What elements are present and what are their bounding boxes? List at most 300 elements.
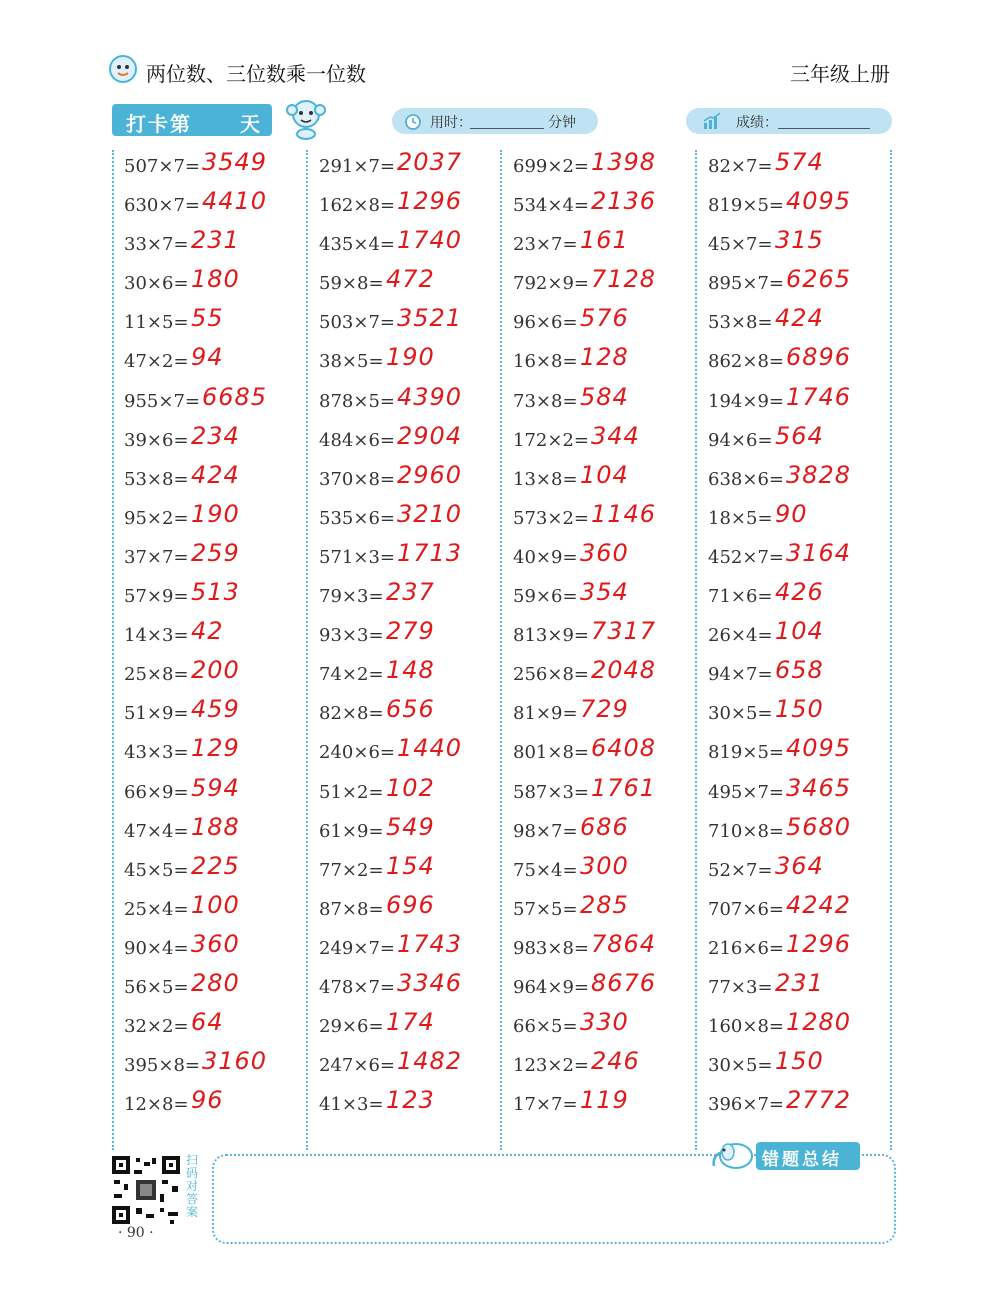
problem-row bbox=[307, 851, 492, 893]
problem-expression: 87×8= bbox=[319, 898, 384, 920]
problem-expression: 507×7= bbox=[124, 156, 200, 177]
problem-row bbox=[307, 1010, 492, 1049]
handwritten-answer[interactable]: 4095 bbox=[786, 187, 852, 216]
handwritten-answer[interactable]: 300 bbox=[580, 851, 629, 880]
handwritten-answer[interactable]: 231 bbox=[191, 226, 240, 255]
handwritten-answer[interactable]: 104 bbox=[775, 617, 824, 646]
problem-row bbox=[112, 382, 297, 424]
problem-expression: 813×9= bbox=[513, 625, 589, 647]
problem-row bbox=[112, 421, 297, 463]
problem-expression: 160×8= bbox=[708, 1016, 784, 1038]
problem-row bbox=[307, 538, 492, 580]
problem-row bbox=[307, 658, 492, 697]
handwritten-answer[interactable]: 7864 bbox=[591, 929, 657, 958]
handwritten-answer[interactable]: 3521 bbox=[397, 304, 463, 333]
column-divider bbox=[890, 150, 892, 1150]
problem-row bbox=[112, 929, 297, 971]
handwritten-answer[interactable]: 360 bbox=[580, 538, 629, 567]
problem-column-4 bbox=[696, 150, 881, 1127]
problem-row bbox=[696, 228, 881, 267]
problem-row bbox=[696, 658, 881, 697]
page-title: 两位数、三位数乘一位数 bbox=[146, 62, 366, 86]
problem-row bbox=[112, 697, 297, 736]
problem-row bbox=[696, 619, 881, 658]
problem-row bbox=[112, 1049, 297, 1088]
page-header bbox=[108, 52, 898, 92]
handwritten-answer[interactable]: 1746 bbox=[786, 382, 852, 411]
problem-row bbox=[501, 421, 686, 463]
handwritten-answer[interactable]: 658 bbox=[775, 656, 824, 685]
mistake-summary-tag bbox=[756, 1142, 860, 1170]
problem-row bbox=[307, 697, 492, 736]
problem-expression: 395×8= bbox=[124, 1055, 200, 1077]
problem-expression: 819×5= bbox=[708, 742, 784, 764]
handwritten-answer[interactable]: 6408 bbox=[591, 734, 657, 763]
problem-row bbox=[501, 851, 686, 893]
problem-row bbox=[696, 697, 881, 736]
handwritten-answer[interactable]: 1296 bbox=[786, 929, 852, 958]
problem-row bbox=[112, 345, 297, 384]
problem-row bbox=[307, 189, 492, 228]
problem-expression: 26×4= bbox=[708, 625, 773, 647]
problem-row bbox=[501, 382, 686, 424]
handwritten-answer[interactable]: 7128 bbox=[591, 265, 657, 294]
handwritten-answer[interactable]: 237 bbox=[386, 578, 435, 607]
problem-expression: 535×6= bbox=[319, 507, 395, 529]
problem-row bbox=[307, 499, 492, 541]
problem-expression: 32×2= bbox=[124, 1016, 189, 1038]
handwritten-answer[interactable]: 4242 bbox=[786, 890, 852, 919]
problem-expression: 247×6= bbox=[319, 1055, 395, 1077]
problem-row bbox=[501, 736, 686, 775]
handwritten-answer[interactable]: 1482 bbox=[397, 1047, 463, 1076]
problem-expression: 638×6= bbox=[708, 468, 784, 490]
problem-expression: 396×7= bbox=[708, 1094, 784, 1116]
handwritten-answer[interactable]: 55 bbox=[191, 304, 224, 333]
problem-column-2 bbox=[307, 150, 492, 1127]
handwritten-answer[interactable]: 1296 bbox=[397, 187, 463, 216]
problem-row bbox=[696, 580, 881, 619]
handwritten-answer[interactable]: 100 bbox=[191, 890, 240, 919]
problem-row bbox=[112, 736, 297, 775]
problem-row bbox=[696, 460, 881, 502]
handwritten-answer[interactable]: 6685 bbox=[202, 382, 268, 411]
problem-row bbox=[696, 929, 881, 971]
problem-expression: 964×9= bbox=[513, 976, 589, 998]
handwritten-answer[interactable]: 1740 bbox=[397, 226, 463, 255]
problem-expression: 73×8= bbox=[513, 390, 578, 412]
problem-expression: 23×7= bbox=[513, 234, 578, 256]
handwritten-answer[interactable]: 1440 bbox=[397, 734, 463, 763]
problem-expression: 707×6= bbox=[708, 898, 784, 920]
handwritten-answer[interactable]: 1743 bbox=[397, 929, 463, 958]
handwritten-answer[interactable]: 154 bbox=[386, 851, 435, 880]
problem-expression: 503×7= bbox=[319, 312, 395, 334]
handwritten-answer[interactable]: 102 bbox=[386, 773, 435, 802]
handwritten-answer[interactable]: 104 bbox=[580, 460, 629, 489]
handwritten-answer[interactable]: 426 bbox=[775, 578, 824, 607]
handwritten-answer[interactable]: 150 bbox=[775, 695, 824, 724]
problem-row bbox=[696, 812, 881, 854]
handwritten-answer[interactable]: 315 bbox=[775, 226, 824, 255]
problem-expression: 52×7= bbox=[708, 859, 773, 881]
problem-expression: 77×3= bbox=[708, 976, 773, 998]
problem-expression: 256×8= bbox=[513, 664, 589, 686]
handwritten-answer[interactable]: 2037 bbox=[397, 148, 463, 176]
problem-expression: 43×3= bbox=[124, 742, 189, 764]
scan-answer-label: 扫码对答案 bbox=[186, 1153, 199, 1219]
problem-row bbox=[307, 421, 492, 463]
problem-row bbox=[112, 150, 297, 189]
problem-expression: 30×5= bbox=[708, 1055, 773, 1077]
handwritten-answer[interactable]: 188 bbox=[191, 812, 240, 841]
problem-row bbox=[501, 968, 686, 1010]
problem-row bbox=[307, 267, 492, 306]
handwritten-answer[interactable]: 1146 bbox=[591, 499, 657, 528]
problem-row bbox=[501, 619, 686, 658]
qr-code-icon[interactable] bbox=[110, 1154, 182, 1226]
handwritten-answer[interactable]: 7317 bbox=[591, 617, 657, 646]
problem-expression: 66×5= bbox=[513, 1016, 578, 1038]
handwritten-answer[interactable]: 150 bbox=[775, 1047, 824, 1076]
score-label: 成绩： bbox=[736, 115, 778, 131]
handwritten-answer[interactable]: 4390 bbox=[397, 382, 463, 411]
problem-row bbox=[307, 382, 492, 424]
problem-row bbox=[112, 267, 297, 306]
problem-expression: 53×8= bbox=[708, 312, 773, 334]
elephant-icon bbox=[708, 1138, 756, 1172]
handwritten-answer[interactable]: 424 bbox=[775, 304, 824, 333]
problem-row bbox=[501, 580, 686, 619]
handwritten-answer[interactable]: 90 bbox=[775, 499, 808, 528]
handwritten-answer[interactable]: 686 bbox=[580, 812, 629, 841]
problem-expression: 51×9= bbox=[124, 703, 189, 725]
problem-expression: 59×8= bbox=[319, 273, 384, 295]
time-unit: 分钟 bbox=[548, 115, 576, 131]
problem-expression: 95×2= bbox=[124, 507, 189, 529]
handwritten-answer[interactable]: 200 bbox=[191, 656, 240, 685]
problem-row bbox=[112, 968, 297, 1010]
problem-row bbox=[501, 890, 686, 932]
handwritten-answer[interactable]: 1398 bbox=[591, 148, 657, 176]
handwritten-answer[interactable]: 64 bbox=[191, 1008, 224, 1037]
problem-row bbox=[501, 773, 686, 815]
handwritten-answer[interactable]: 584 bbox=[580, 382, 629, 411]
problem-row bbox=[696, 851, 881, 893]
problem-expression: 14×3= bbox=[124, 625, 189, 647]
handwritten-answer[interactable]: 6265 bbox=[786, 265, 852, 294]
problem-expression: 30×6= bbox=[124, 273, 189, 295]
problem-row bbox=[501, 345, 686, 384]
page-number: · 90 · bbox=[118, 1225, 154, 1241]
mistake-summary-label: 错题总结 bbox=[762, 1150, 842, 1170]
problem-expression: 82×7= bbox=[708, 156, 773, 177]
handwritten-answer[interactable]: 3210 bbox=[397, 499, 463, 528]
problem-expression: 172×2= bbox=[513, 429, 589, 451]
bar-chart-icon bbox=[702, 111, 722, 131]
problem-expression: 801×8= bbox=[513, 742, 589, 764]
handwritten-answer[interactable]: 3828 bbox=[786, 460, 852, 489]
problem-expression: 25×4= bbox=[124, 898, 189, 920]
handwritten-answer[interactable]: 574 bbox=[775, 148, 824, 176]
handwritten-answer[interactable]: 2048 bbox=[591, 656, 657, 685]
problem-expression: 61×9= bbox=[319, 820, 384, 842]
problem-row bbox=[112, 499, 297, 541]
handwritten-answer[interactable]: 330 bbox=[580, 1008, 629, 1037]
handwritten-answer[interactable]: 174 bbox=[386, 1008, 435, 1037]
problem-expression: 484×6= bbox=[319, 429, 395, 451]
problem-expression: 45×5= bbox=[124, 859, 189, 881]
handwritten-answer[interactable]: 280 bbox=[191, 968, 240, 997]
handwritten-answer[interactable]: 3160 bbox=[202, 1047, 268, 1076]
grade-label: 三年级上册 bbox=[790, 62, 890, 86]
problem-row bbox=[307, 890, 492, 932]
problem-row bbox=[696, 538, 881, 580]
handwritten-answer[interactable]: 3549 bbox=[202, 148, 268, 176]
problem-expression: 33×7= bbox=[124, 234, 189, 256]
problem-expression: 94×6= bbox=[708, 429, 773, 451]
problem-expression: 71×6= bbox=[708, 586, 773, 608]
problem-expression: 819×5= bbox=[708, 195, 784, 217]
problem-row bbox=[696, 150, 881, 189]
handwritten-answer[interactable]: 246 bbox=[591, 1047, 640, 1076]
handwritten-answer[interactable]: 161 bbox=[580, 226, 629, 255]
handwritten-answer[interactable]: 190 bbox=[386, 343, 435, 372]
problem-row bbox=[696, 1088, 881, 1127]
problem-expression: 37×7= bbox=[124, 546, 189, 568]
problem-expression: 123×2= bbox=[513, 1055, 589, 1077]
problem-expression: 495×7= bbox=[708, 781, 784, 803]
problem-row bbox=[696, 382, 881, 424]
problem-expression: 98×7= bbox=[513, 820, 578, 842]
handwritten-answer[interactable]: 234 bbox=[191, 421, 240, 450]
problem-expression: 862×8= bbox=[708, 351, 784, 373]
handwritten-answer[interactable]: 42 bbox=[191, 617, 224, 646]
handwritten-answer[interactable]: 354 bbox=[580, 578, 629, 607]
handwritten-answer[interactable]: 231 bbox=[775, 968, 824, 997]
handwritten-answer[interactable]: 94 bbox=[191, 343, 224, 372]
problem-expression: 90×4= bbox=[124, 937, 189, 959]
problem-expression: 45×7= bbox=[708, 234, 773, 256]
time-blank[interactable] bbox=[470, 128, 544, 129]
handwritten-answer[interactable]: 6896 bbox=[786, 343, 852, 372]
problem-expression: 57×5= bbox=[513, 898, 578, 920]
problem-row bbox=[501, 267, 686, 306]
problem-row bbox=[501, 189, 686, 228]
problem-row bbox=[307, 306, 492, 345]
problem-expression: 18×5= bbox=[708, 507, 773, 529]
clockin-day: 天 bbox=[240, 112, 260, 136]
time-field bbox=[392, 108, 598, 134]
handwritten-answer[interactable]: 96 bbox=[191, 1086, 224, 1115]
problem-expression: 983×8= bbox=[513, 937, 589, 959]
handwritten-answer[interactable]: 128 bbox=[580, 343, 629, 372]
time-label: 用时： bbox=[430, 115, 472, 131]
problem-expression: 53×8= bbox=[124, 468, 189, 490]
problem-row bbox=[307, 1088, 492, 1127]
handwritten-answer[interactable]: 2136 bbox=[591, 187, 657, 216]
problem-expression: 792×9= bbox=[513, 273, 589, 295]
handwritten-answer[interactable]: 148 bbox=[386, 656, 435, 685]
handwritten-answer[interactable]: 2772 bbox=[786, 1086, 852, 1115]
handwritten-answer[interactable]: 4410 bbox=[202, 187, 268, 216]
problem-expression: 630×7= bbox=[124, 195, 200, 217]
problem-expression: 77×2= bbox=[319, 859, 384, 881]
problem-expression: 291×7= bbox=[319, 156, 395, 177]
problem-row bbox=[501, 1049, 686, 1088]
problem-expression: 94×7= bbox=[708, 664, 773, 686]
problem-expression: 573×2= bbox=[513, 507, 589, 529]
problem-row bbox=[696, 499, 881, 541]
problem-expression: 240×6= bbox=[319, 742, 395, 764]
problem-row bbox=[307, 150, 492, 189]
problem-expression: 216×6= bbox=[708, 937, 784, 959]
handwritten-answer[interactable]: 513 bbox=[191, 578, 240, 607]
handwritten-answer[interactable]: 656 bbox=[386, 695, 435, 724]
problem-column-1 bbox=[112, 150, 297, 1127]
handwritten-answer[interactable]: 729 bbox=[580, 695, 629, 724]
handwritten-answer[interactable]: 180 bbox=[191, 265, 240, 294]
problem-row bbox=[501, 460, 686, 502]
handwritten-answer[interactable]: 190 bbox=[191, 499, 240, 528]
problem-row bbox=[307, 1049, 492, 1088]
problem-row bbox=[501, 812, 686, 854]
problem-row bbox=[501, 499, 686, 541]
handwritten-answer[interactable]: 3164 bbox=[786, 538, 852, 567]
handwritten-answer[interactable]: 360 bbox=[191, 929, 240, 958]
problem-row bbox=[307, 345, 492, 384]
problem-row bbox=[112, 580, 297, 619]
handwritten-answer[interactable]: 225 bbox=[191, 851, 240, 880]
problem-row bbox=[112, 306, 297, 345]
problem-row bbox=[696, 1010, 881, 1049]
cartoon-face-icon bbox=[108, 54, 138, 84]
handwritten-answer[interactable]: 472 bbox=[386, 265, 435, 294]
problem-expression: 38×5= bbox=[319, 351, 384, 373]
problem-row bbox=[112, 1088, 297, 1127]
handwritten-answer[interactable]: 259 bbox=[191, 538, 240, 567]
problem-row bbox=[696, 736, 881, 775]
handwritten-answer[interactable]: 344 bbox=[591, 421, 640, 450]
problem-expression: 79×3= bbox=[319, 586, 384, 608]
handwritten-answer[interactable]: 364 bbox=[775, 851, 824, 880]
problem-row bbox=[307, 580, 492, 619]
handwritten-answer[interactable]: 279 bbox=[386, 617, 435, 646]
problem-row bbox=[307, 619, 492, 658]
problem-row bbox=[112, 851, 297, 893]
problem-row bbox=[696, 421, 881, 463]
problem-row bbox=[112, 1010, 297, 1049]
problem-row bbox=[696, 1049, 881, 1088]
handwritten-answer[interactable]: 4095 bbox=[786, 734, 852, 763]
problem-expression: 39×6= bbox=[124, 429, 189, 451]
problem-row bbox=[696, 773, 881, 815]
problem-expression: 41×3= bbox=[319, 1094, 384, 1116]
problem-row bbox=[112, 890, 297, 932]
problem-expression: 51×2= bbox=[319, 781, 384, 803]
handwritten-answer[interactable]: 424 bbox=[191, 460, 240, 489]
problem-row bbox=[112, 773, 297, 815]
problem-row bbox=[112, 538, 297, 580]
problem-expression: 370×8= bbox=[319, 468, 395, 490]
handwritten-answer[interactable]: 3465 bbox=[786, 773, 852, 802]
handwritten-answer[interactable]: 2904 bbox=[397, 421, 463, 450]
problem-row bbox=[501, 1088, 686, 1127]
problem-expression: 75×4= bbox=[513, 859, 578, 881]
problem-row bbox=[501, 697, 686, 736]
problem-expression: 710×8= bbox=[708, 820, 784, 842]
problem-expression: 29×6= bbox=[319, 1016, 384, 1038]
handwritten-answer[interactable]: 1713 bbox=[397, 538, 463, 567]
handwritten-answer[interactable]: 285 bbox=[580, 890, 629, 919]
problem-row bbox=[112, 658, 297, 697]
problem-row bbox=[112, 460, 297, 502]
problem-expression: 25×8= bbox=[124, 664, 189, 686]
handwritten-answer[interactable]: 129 bbox=[191, 734, 240, 763]
handwritten-answer[interactable]: 119 bbox=[580, 1086, 629, 1115]
handwritten-answer[interactable]: 594 bbox=[191, 773, 240, 802]
problem-row bbox=[501, 228, 686, 267]
problem-expression: 82×8= bbox=[319, 703, 384, 725]
clockin-banner bbox=[112, 104, 272, 136]
problem-expression: 57×9= bbox=[124, 586, 189, 608]
handwritten-answer[interactable]: 696 bbox=[386, 890, 435, 919]
problem-expression: 452×7= bbox=[708, 546, 784, 568]
problem-row bbox=[501, 306, 686, 345]
problem-expression: 249×7= bbox=[319, 937, 395, 959]
problem-expression: 47×2= bbox=[124, 351, 189, 373]
problem-row bbox=[501, 658, 686, 697]
problem-column-3 bbox=[501, 150, 686, 1127]
problem-expression: 93×3= bbox=[319, 625, 384, 647]
handwritten-answer[interactable]: 3346 bbox=[397, 968, 463, 997]
problem-row bbox=[696, 189, 881, 228]
problem-expression: 56×5= bbox=[124, 976, 189, 998]
problem-expression: 534×4= bbox=[513, 195, 589, 217]
problem-expression: 81×9= bbox=[513, 703, 578, 725]
problem-expression: 66×9= bbox=[124, 781, 189, 803]
problem-row bbox=[307, 736, 492, 775]
score-blank[interactable] bbox=[778, 128, 870, 129]
handwritten-answer[interactable]: 459 bbox=[191, 695, 240, 724]
problem-expression: 895×7= bbox=[708, 273, 784, 295]
problem-expression: 587×3= bbox=[513, 781, 589, 803]
handwritten-answer[interactable]: 1280 bbox=[786, 1008, 852, 1037]
problem-row bbox=[307, 460, 492, 502]
problem-row bbox=[307, 968, 492, 1010]
handwritten-answer[interactable]: 123 bbox=[386, 1086, 435, 1115]
handwritten-answer[interactable]: 5680 bbox=[786, 812, 852, 841]
problem-expression: 96×6= bbox=[513, 312, 578, 334]
handwritten-answer[interactable]: 549 bbox=[386, 812, 435, 841]
problem-row bbox=[307, 773, 492, 815]
problem-expression: 571×3= bbox=[319, 546, 395, 568]
problem-expression: 74×2= bbox=[319, 664, 384, 686]
handwritten-answer[interactable]: 8676 bbox=[591, 968, 657, 997]
problem-row bbox=[501, 1010, 686, 1049]
handwritten-answer[interactable]: 564 bbox=[775, 421, 824, 450]
problem-expression: 11×5= bbox=[124, 312, 189, 334]
problem-row bbox=[501, 150, 686, 189]
problem-row bbox=[696, 306, 881, 345]
handwritten-answer[interactable]: 1761 bbox=[591, 773, 657, 802]
monkey-mascot-icon bbox=[282, 96, 330, 140]
problem-expression: 47×4= bbox=[124, 820, 189, 842]
problem-row bbox=[307, 812, 492, 854]
handwritten-answer[interactable]: 2960 bbox=[397, 460, 463, 489]
handwritten-answer[interactable]: 576 bbox=[580, 304, 629, 333]
problem-expression: 699×2= bbox=[513, 156, 589, 177]
